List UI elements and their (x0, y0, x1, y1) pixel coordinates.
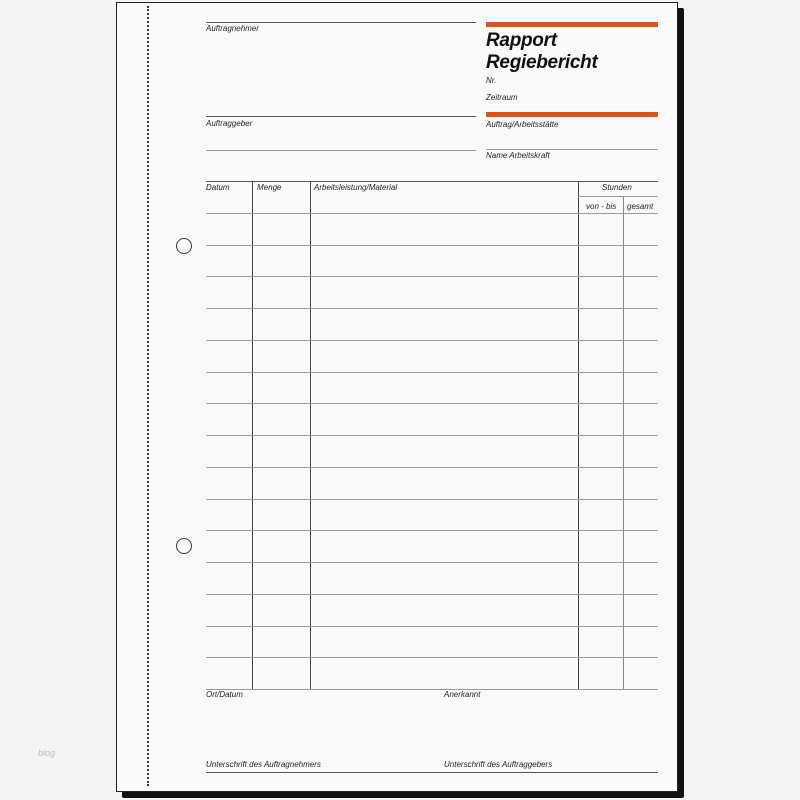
table-row-line (206, 245, 658, 246)
name-arbeitskraft-label: Name Arbeitskraft (486, 151, 550, 160)
signature-auftraggeber-label: Unterschrift des Auftraggebers (444, 760, 553, 769)
table-row-line (206, 562, 658, 563)
punch-hole-bottom (176, 538, 192, 554)
auftragnehmer-label: Auftragnehmer (206, 24, 259, 33)
auftrag-line (486, 149, 658, 150)
table-row-line (206, 308, 658, 309)
table-row-line (206, 276, 658, 277)
table-row-line (206, 626, 658, 627)
auftraggeber-line (206, 150, 476, 151)
table-row-line (206, 372, 658, 373)
table-row-line (206, 657, 658, 658)
col-header-stunden: Stunden (602, 183, 632, 192)
col-divider-vonbis-gesamt (623, 196, 624, 689)
col-header-menge: Menge (257, 183, 282, 192)
title-regiebericht: Regiebericht (486, 52, 598, 73)
table-row-line (206, 340, 658, 341)
table-row-line (206, 435, 658, 436)
nr-label: Nr. (486, 76, 497, 85)
ort-datum-label: Ort/Datum (206, 690, 243, 699)
table-row-line (206, 530, 658, 531)
table-row-line (206, 403, 658, 404)
title-rapport: Rapport (486, 30, 557, 51)
table-row-line (206, 594, 658, 595)
accent-bar-bottom (486, 112, 658, 117)
auftrag-label: Auftrag/Arbeitsstätte (486, 120, 559, 129)
table-row-line (206, 689, 658, 690)
watermark-text: blog (38, 748, 56, 758)
stunden-subheader-line (578, 196, 658, 197)
perforation-line (147, 6, 149, 786)
table-row-line (206, 213, 658, 214)
col-header-datum: Datum (206, 183, 230, 192)
form-sheet (116, 2, 678, 792)
auftraggeber-label: Auftraggeber (206, 119, 253, 128)
table-row-line (206, 499, 658, 500)
col-header-von-bis: von - bis (586, 202, 617, 211)
zeitraum-label: Zeitraum (486, 93, 518, 102)
signature-auftragnehmer-label: Unterschrift des Auftragnehmers (206, 760, 321, 769)
table-top-line (206, 181, 658, 182)
col-header-arbeitsleistung: Arbeitsleistung/Material (314, 183, 398, 192)
table-row-line (206, 467, 658, 468)
accent-bar-top (486, 22, 658, 27)
col-header-gesamt: gesamt (627, 202, 654, 211)
anerkannt-label: Anerkannt (444, 690, 481, 699)
signature-line (206, 772, 658, 773)
punch-hole-top (176, 238, 192, 254)
auftragnehmer-topline (206, 22, 476, 23)
auftraggeber-topline (206, 116, 476, 117)
